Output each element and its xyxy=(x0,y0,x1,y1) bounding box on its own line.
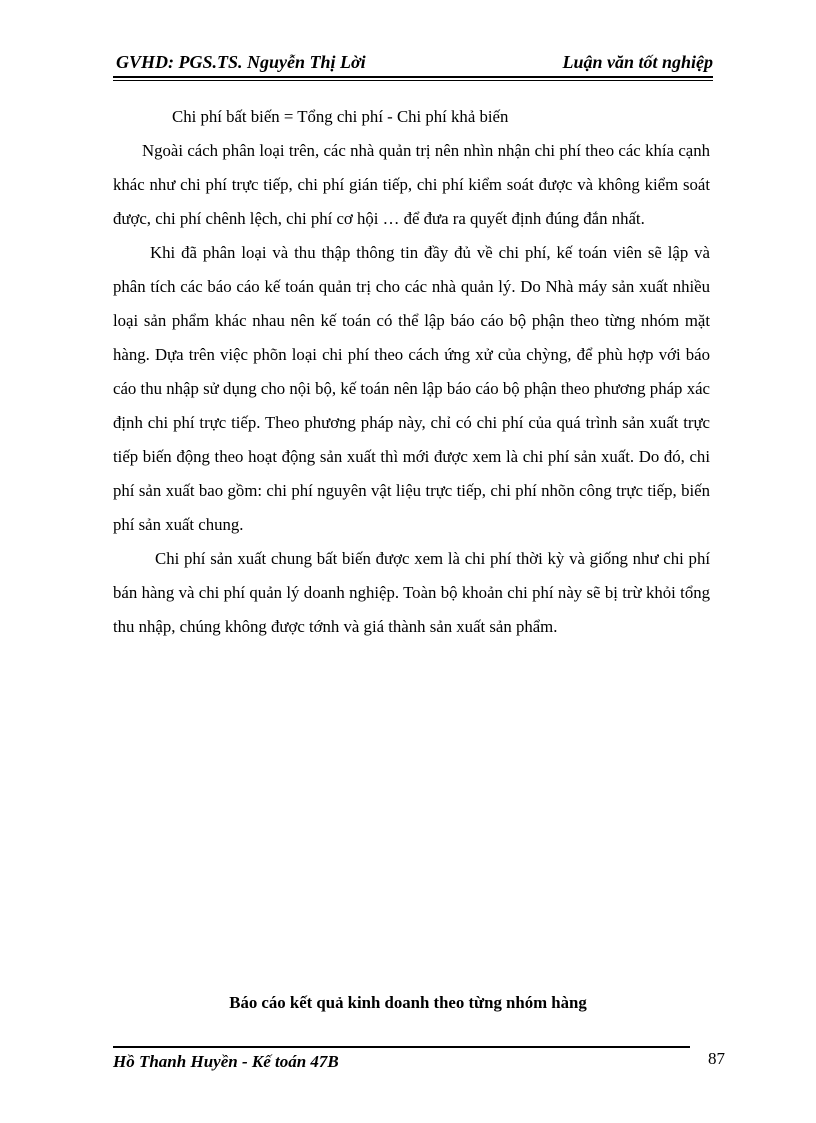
section-title: Báo cáo kết quả kinh doanh theo từng nhóm hàng xyxy=(229,993,587,1012)
paragraph-3: Chi phí sản xuất chung bất biến được xem là chi phí thời kỳ và giống như chi phí bán hàng và chi phí quản lý doanh nghiệp. Toàn bộ khoản chi phí này sẽ bị trừ khỏi tổng thu nhập, chúng không được tớnh và giá thành sản xuất sản phẩm. xyxy=(113,549,710,636)
formula-line: Chi phí bất biến = Tổng chi phí - Chi phí khả biến xyxy=(172,107,509,126)
paragraph-2: Khi đã phân loại và thu thập thông tin đầy đủ về chi phí, kế toán viên sẽ lập và phân tích các báo cáo kế toán quản trị cho các nhà quản lý. Do Nhà máy sản xuất nhiều loại sản phẩm khác nhau nên kế toán có thể lập báo cáo bộ phận theo từng nhóm mặt hàng. Dựa trên việc phõn loại chi phí theo cách ứng xử của chỳng, để phù hợp với báo cáo thu nhập sử dụng cho nội bộ, kế toán nên lập báo cáo bộ phận theo phương pháp xác định chi phí trực tiếp. Theo phương pháp này, chỉ có chi phí của quá trình sản xuất trực tiếp biến động theo hoạt động sản xuất thì mới được xem là chi phí sản xuất. Do đó, chi phí sản xuất bao gồm: chi phí nguyên vật liệu trực tiếp, chi phí nhõn công trực tiếp, biến phí sản xuất chung. xyxy=(113,243,710,534)
page-header xyxy=(113,48,713,76)
header-document-type: Luận văn tốt nghiệp xyxy=(562,52,713,72)
paragraph-1: Ngoài cách phân loại trên, các nhà quản trị nên nhìn nhận chi phí theo các khía cạnh khác như chi phí trực tiếp, chi phí gián tiếp, chi phí kiểm soát được và không kiểm soát được, chi phí chênh lệch, chi phí cơ hội … để đưa ra quyết định đúng đắn nhất. xyxy=(113,141,710,228)
header-rule xyxy=(113,76,713,78)
body-text xyxy=(113,100,710,644)
footer-rule xyxy=(113,1046,690,1048)
header-supervisor: GVHD: PGS.TS. Nguyễn Thị Lời xyxy=(116,52,366,72)
page-number: 87 xyxy=(708,1049,725,1068)
footer-author: Hồ Thanh Huyền - Kế toán 47B xyxy=(113,1052,339,1071)
header-rule-thin xyxy=(113,80,713,81)
